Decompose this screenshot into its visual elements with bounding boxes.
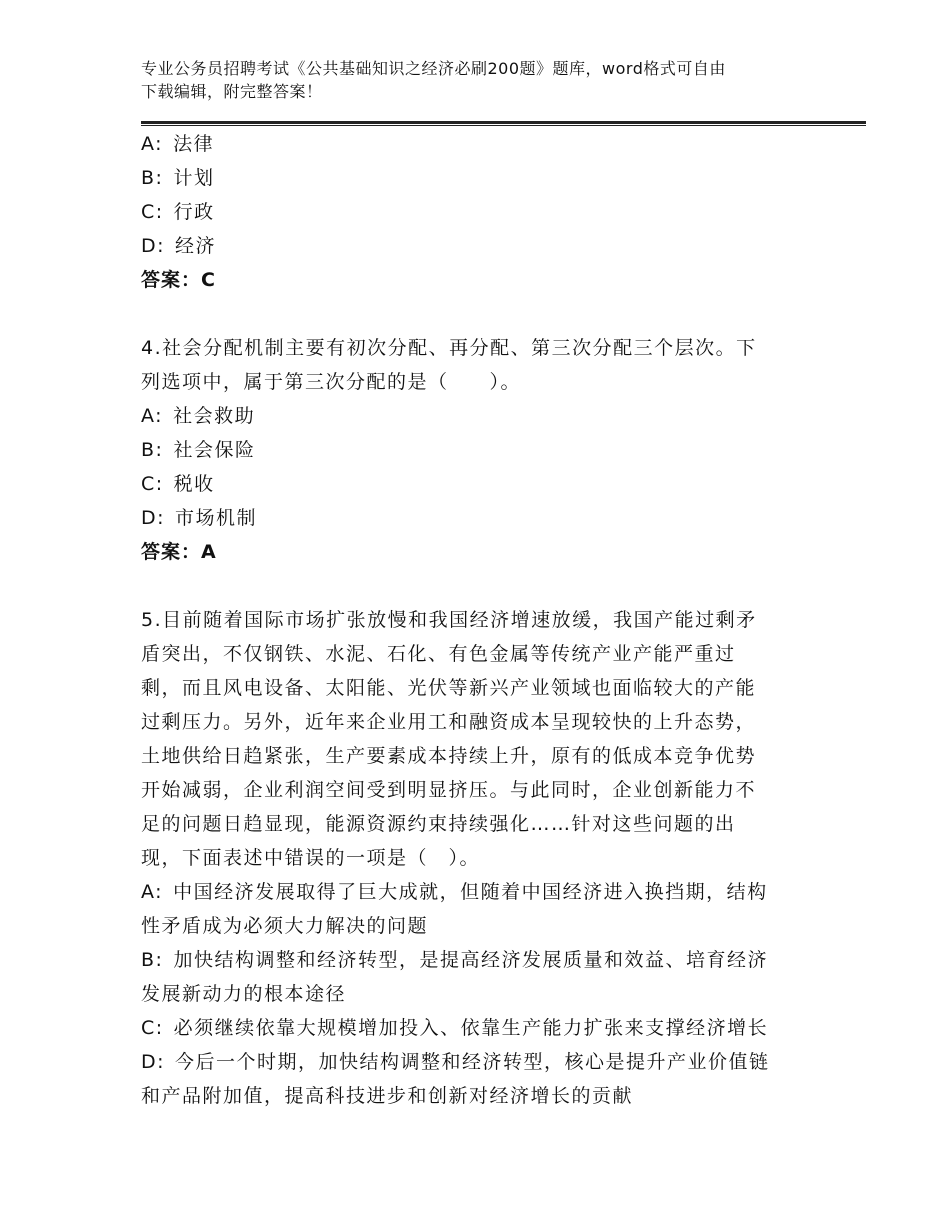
option-b: B: 加快结构调整和经济转型，是提高经济发展质量和效益、培育经济 [141,949,768,971]
question-text-line: 列选项中，属于第三次分配的是（ ）。 [141,371,522,393]
option-a: A: 法律 [141,133,215,155]
option-c: C: 必须继续依靠大规模增加投入、依靠生产能力扩张来支撑经济增长 [141,1017,769,1039]
option-d: D: 今后一个时期，加快结构调整和经济转型，核心是提升产业价值链 [141,1051,770,1073]
header-line-1: 专业公务员招聘考试《公共基础知识之经济必刷200题》题库，word格式可自由 [141,59,726,78]
option-c: C: 税收 [141,473,215,495]
answer: 答案：A [141,541,217,563]
answer: 答案：C [141,269,216,291]
question-text-line: 5.目前随着国际市场扩张放慢和我国经济增速放缓，我国产能过剩矛 [141,609,757,631]
question-3 [141,127,811,297]
question-text-line: 4.社会分配机制主要有初次分配、再分配、第三次分配三个层次。下 [141,337,757,359]
question-text-line: 现，下面表述中错误的一项是（ ）。 [141,847,481,869]
question-text-line: 盾突出，不仅钢铁、水泥、石化、有色金属等传统产业产能严重过 [141,643,736,665]
question-text-line: 土地供给日趋紧张，生产要素成本持续上升，原有的低成本竞争优势 [141,745,757,767]
option-c: C: 行政 [141,201,215,223]
document-body [141,127,811,1113]
option-b: B: 社会保险 [141,439,256,461]
option-d: D: 经济 [141,235,217,257]
question-text-line: 过剩压力。另外，近年来企业用工和融资成本呈现较快的上升态势， [141,711,757,733]
question-text-line: 剩，而且风电设备、太阳能、光伏等新兴产业领域也面临较大的产能 [141,677,757,699]
question-4 [141,331,811,569]
option-a-continued: 性矛盾成为必须大力解决的问题 [141,915,429,937]
question-5 [141,603,811,1113]
header-rule [141,121,866,126]
option-a: A: 社会救助 [141,405,256,427]
question-text-line: 足的问题日趋显现，能源资源约束持续强化……针对这些问题的出 [141,813,736,835]
header-line-2: 下载编辑，附完整答案！ [141,82,323,101]
option-a: A: 中国经济发展取得了巨大成就，但随着中国经济进入换挡期，结构 [141,881,768,903]
option-b: B: 计划 [141,167,215,189]
question-text-line: 开始减弱，企业利润空间受到明显挤压。与此同时，企业创新能力不 [141,779,757,801]
page-header [141,57,821,103]
option-d: D: 市场机制 [141,507,258,529]
option-b-continued: 发展新动力的根本途径 [141,983,347,1005]
option-d-continued: 和产品附加值，提高科技进步和创新对经济增长的贡献 [141,1085,634,1107]
